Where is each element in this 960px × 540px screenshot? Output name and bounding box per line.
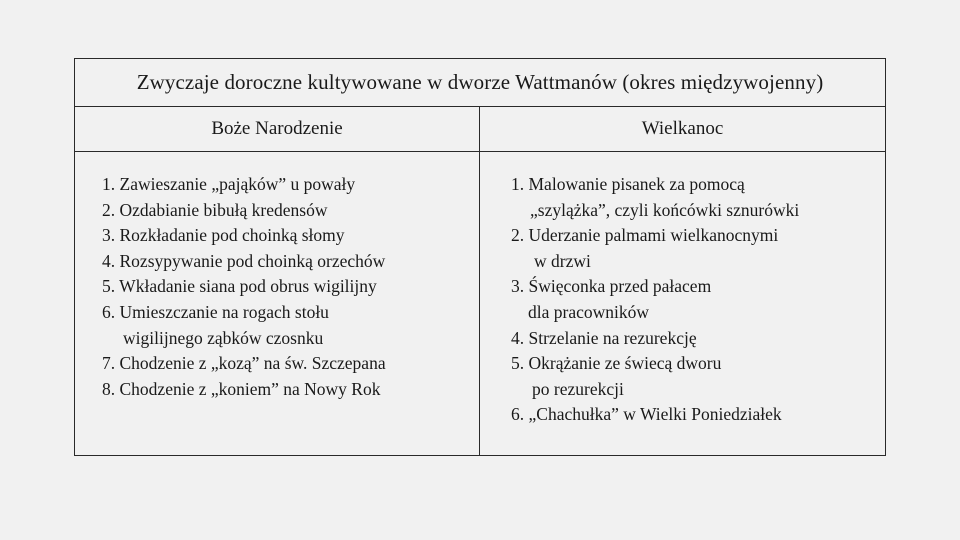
christmas-list: [75, 152, 480, 455]
table-header-row: [75, 107, 885, 152]
list-item: 2. Ozdabianie bibułą kredensów: [102, 199, 328, 220]
list-item-continuation: wigilijnego ząbków czosnku: [123, 327, 324, 348]
list-item: 6. Umieszczanie na rogach stołu wigilijnego ząbków czosnku: [102, 300, 479, 351]
list-item: 8. Chodzenie z „koniem” na Nowy Rok: [102, 378, 381, 399]
list-item: 6. „Chachułka” w Wielki Poniedziałek: [511, 404, 782, 425]
list-item: 7. Chodzenie z „kozą” na św. Szczepana: [102, 353, 386, 374]
list-item-continuation: „szylążka”, czyli końcówki sznurówki: [530, 199, 800, 220]
customs-table: [74, 58, 886, 456]
list-item: 3. Święconka przed pałacem dla pracowników: [511, 274, 885, 325]
header-easter: Wielkanoc: [641, 118, 724, 139]
list-item-continuation: po rezurekcji: [532, 378, 624, 399]
list-item-continuation: w drzwi: [534, 250, 591, 271]
table-title: Zwyczaje doroczne kultywowane w dworze Wattmanów (okres międzywojenny): [75, 59, 885, 107]
list-item: 2. Uderzanie palmami wielkanocnymi w drzwi: [511, 223, 885, 274]
list-item: 1. Zawieszanie „pająków” u powały: [102, 174, 356, 194]
list-item: 5. Wkładanie siana pod obrus wigilijny: [102, 276, 377, 297]
list-item: 4. Strzelanie na rezurekcję: [511, 327, 697, 348]
table-body-row: [75, 152, 885, 455]
list-item: 5. Okrążanie ze świecą dworu po rezurekcji: [511, 351, 885, 402]
list-item: 3. Rozkładanie pod choinką słomy: [102, 225, 345, 246]
header-christmas: Boże Narodzenie: [75, 107, 480, 151]
list-item: 1. Malowanie pisanek za pomocą „szylążka”, czyli końcówki sznurówki: [511, 172, 885, 223]
easter-list: [480, 152, 885, 455]
list-item-continuation: dla pracowników: [528, 301, 650, 322]
list-item: 4. Rozsypywanie pod choinką orzechów: [102, 250, 386, 271]
